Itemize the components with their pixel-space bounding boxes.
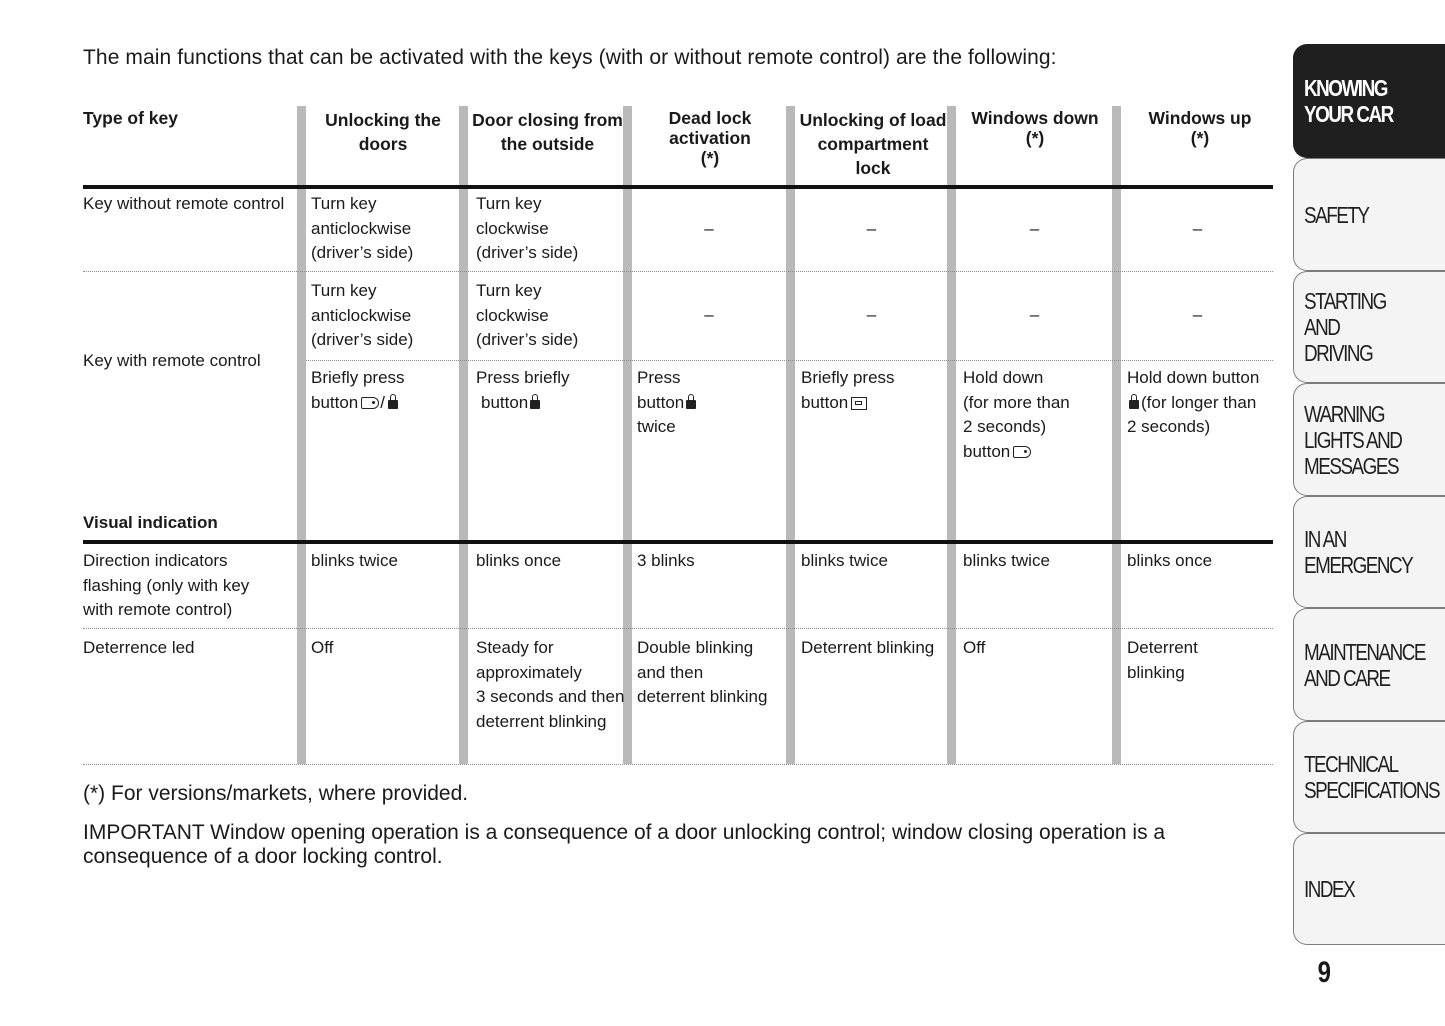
cell-direction-dead-lock: 3 blinks bbox=[637, 551, 695, 570]
header-windows-down-label: Windows down bbox=[971, 108, 1099, 128]
cell-with-remote-button-closing bbox=[476, 366, 570, 415]
cell-line: Hold down bbox=[963, 368, 1044, 387]
tab-label-line: AND CARE bbox=[1304, 664, 1390, 691]
cell-with-remote-button-win-up bbox=[1127, 366, 1259, 440]
row-divider bbox=[306, 360, 1273, 361]
row-label-with-remote: Key with remote control bbox=[83, 351, 261, 370]
cell-line: anticlockwise bbox=[311, 218, 412, 238]
cell-text: button bbox=[311, 392, 359, 412]
key-unlock-icon bbox=[1013, 446, 1031, 458]
cell-line: twice bbox=[637, 417, 676, 436]
header-door-closing: Door closing from the outside bbox=[472, 110, 623, 154]
tab-maintenance-and-care[interactable] bbox=[1293, 608, 1445, 721]
intro-text: The main functions that can be activated with the keys (with or without remote control) are the following: bbox=[83, 46, 1057, 69]
tab-label-line: KNOWING bbox=[1304, 75, 1387, 101]
lock-icon bbox=[686, 400, 696, 409]
tab-label-line: INDEX bbox=[1304, 876, 1355, 902]
tab-technical-specifications[interactable] bbox=[1293, 721, 1445, 833]
tab-warning-lights-and-messages[interactable] bbox=[1293, 383, 1445, 496]
tab-safety[interactable] bbox=[1293, 158, 1445, 271]
cell-line: Steady for bbox=[476, 638, 554, 657]
lock-icon bbox=[530, 400, 540, 409]
cell-without-remote-win-down: – bbox=[1029, 219, 1040, 238]
cell-line: 3 seconds and then bbox=[476, 687, 625, 706]
column-separator bbox=[947, 106, 956, 764]
row-divider bbox=[83, 271, 1273, 272]
page-number: 9 bbox=[1317, 956, 1332, 989]
column-separator bbox=[297, 106, 306, 764]
cell-with-remote-key-win-up: – bbox=[1192, 305, 1203, 324]
cell-text: (for longer than bbox=[1141, 392, 1257, 412]
tab-label-line: DRIVING bbox=[1304, 340, 1373, 366]
cell-without-remote-load: – bbox=[866, 219, 877, 238]
key-unlock-icon bbox=[361, 397, 379, 409]
row-label-without-remote: Key without remote control bbox=[83, 194, 285, 213]
tab-label bbox=[1304, 639, 1425, 691]
header-dead-lock-label: Dead lock activation bbox=[668, 108, 752, 148]
cell-line: Press bbox=[637, 368, 681, 387]
tab-label bbox=[1304, 751, 1439, 803]
header-windows-up-label: Windows up bbox=[1148, 108, 1252, 128]
tab-label-line: YOUR CAR bbox=[1304, 101, 1393, 127]
cell-text: / bbox=[380, 392, 385, 412]
tab-label-line: SPECIFICATIONS bbox=[1304, 777, 1440, 803]
cell-led-dead-lock bbox=[637, 636, 767, 710]
tab-label-line: TECHNICAL bbox=[1304, 751, 1398, 777]
row-label-direction-indicators bbox=[83, 549, 298, 623]
cell-line bbox=[476, 391, 570, 416]
cell-line: deterrent blinking bbox=[476, 711, 607, 731]
cell-led-load: Deterrent blinking bbox=[801, 638, 935, 657]
header-dead-lock-note: (*) bbox=[700, 148, 720, 168]
cell-direction-unlocking: blinks twice bbox=[311, 551, 398, 570]
cell-line: clockwise bbox=[476, 218, 549, 238]
cell-direction-win-up: blinks once bbox=[1127, 551, 1213, 570]
cell-led-win-up bbox=[1127, 636, 1198, 685]
cell-line: Deterrent bbox=[1127, 638, 1198, 657]
cell-without-remote-dead-lock: – bbox=[704, 219, 714, 238]
cell-line: Briefly press bbox=[311, 368, 405, 387]
cell-text: button bbox=[801, 392, 849, 412]
tab-label-line: LIGHTS AND bbox=[1304, 426, 1402, 453]
cell-line bbox=[963, 440, 1070, 465]
tab-label-line: STARTING bbox=[1304, 288, 1386, 314]
cell-led-win-down: Off bbox=[963, 638, 986, 657]
boot-icon bbox=[851, 397, 867, 410]
important-note: IMPORTANT Window opening operation is a consequence of a door unlocking control; window closing operation is a consequence of a door locking control. bbox=[83, 821, 1166, 868]
cell-line: deterrent blinking bbox=[637, 687, 768, 706]
cell-direction-closing: blinks once bbox=[476, 551, 562, 570]
header-windows-up bbox=[1125, 108, 1275, 148]
tab-label bbox=[1304, 202, 1369, 228]
cell-line: Turn key bbox=[311, 194, 377, 213]
cell-text: button bbox=[637, 392, 685, 412]
tab-knowing-your-car[interactable] bbox=[1293, 44, 1445, 158]
cell-led-closing bbox=[476, 636, 624, 734]
cell-without-remote-win-up: – bbox=[1192, 219, 1203, 238]
header-rule bbox=[83, 185, 1273, 189]
cell-line: Turn key bbox=[476, 281, 542, 300]
cell-line: Turn key bbox=[476, 194, 542, 213]
header-type-of-key: Type of key bbox=[83, 108, 178, 128]
visual-indication-rule bbox=[83, 540, 1273, 544]
cell-line: with remote control) bbox=[83, 600, 233, 619]
header-windows-down-note: (*) bbox=[1025, 128, 1045, 148]
cell-text: button bbox=[963, 441, 1011, 461]
cell-line: 2 seconds) bbox=[1127, 417, 1211, 436]
cell-without-remote-closing bbox=[476, 192, 578, 266]
header-windows-down bbox=[960, 108, 1110, 148]
tab-label-line: MAINTENANCE bbox=[1304, 638, 1426, 665]
cell-text: button bbox=[481, 392, 529, 412]
row-divider bbox=[83, 764, 1273, 765]
header-windows-up-note: (*) bbox=[1190, 128, 1210, 148]
cell-line bbox=[1127, 391, 1259, 416]
tab-label-line: AND bbox=[1304, 314, 1340, 340]
cell-with-remote-key-dead-lock: – bbox=[704, 305, 714, 324]
cell-line: and then bbox=[637, 662, 704, 682]
cell-without-remote-unlocking bbox=[311, 192, 413, 266]
lock-icon bbox=[388, 400, 398, 409]
cell-line: Briefly press bbox=[801, 368, 895, 387]
tab-label bbox=[1304, 526, 1412, 578]
cell-line: blinking bbox=[1127, 662, 1185, 682]
cell-with-remote-key-closing bbox=[476, 279, 578, 353]
header-unlocking-load: Unlocking of load compartment lock bbox=[799, 110, 947, 178]
cell-line: anticlockwise bbox=[311, 305, 412, 325]
cell-line: (for more than bbox=[963, 392, 1070, 412]
cell-line: Turn key bbox=[311, 281, 377, 300]
column-separator bbox=[1112, 106, 1121, 764]
cell-direction-load: blinks twice bbox=[801, 551, 888, 570]
cell-line: (driver’s side) bbox=[476, 330, 579, 349]
tab-label bbox=[1304, 401, 1401, 479]
tab-label bbox=[1304, 876, 1354, 902]
cell-line bbox=[801, 391, 895, 416]
tab-starting-and-driving[interactable] bbox=[1293, 271, 1445, 383]
cell-with-remote-key-unlocking bbox=[311, 279, 413, 353]
cell-line: (driver’s side) bbox=[311, 330, 414, 349]
header-unlocking-doors: Unlocking the doors bbox=[325, 110, 441, 154]
tab-label bbox=[1304, 75, 1393, 127]
tab-in-an-emergency[interactable] bbox=[1293, 496, 1445, 608]
cell-direction-win-down: blinks twice bbox=[963, 551, 1050, 570]
cell-with-remote-button-dead-lock bbox=[637, 366, 698, 440]
cell-with-remote-key-load: – bbox=[866, 305, 877, 324]
cell-led-unlocking: Off bbox=[311, 638, 334, 657]
cell-line: (driver’s side) bbox=[476, 243, 579, 262]
cell-line: approximately bbox=[476, 662, 582, 682]
cell-line bbox=[637, 391, 698, 416]
cell-line: 2 seconds) bbox=[963, 417, 1047, 436]
visual-indication-heading: Visual indication bbox=[83, 513, 218, 532]
tab-index[interactable] bbox=[1293, 833, 1445, 945]
tab-label bbox=[1304, 288, 1386, 366]
tab-label-line: EMERGENCY bbox=[1304, 552, 1413, 578]
cell-line: Direction indicators bbox=[83, 551, 228, 570]
cell-line bbox=[311, 391, 405, 416]
cell-with-remote-key-win-down: – bbox=[1029, 305, 1040, 324]
header-dead-lock bbox=[640, 108, 780, 168]
cell-with-remote-button-load bbox=[801, 366, 895, 415]
tab-label-line: SAFETY bbox=[1304, 201, 1369, 228]
column-separator bbox=[459, 106, 468, 764]
cell-with-remote-button-win-down bbox=[963, 366, 1070, 464]
cell-line: clockwise bbox=[476, 305, 549, 325]
cell-line: Hold down button bbox=[1127, 368, 1260, 387]
column-separator bbox=[786, 106, 795, 764]
lock-icon bbox=[1129, 400, 1139, 409]
tab-label-line: MESSAGES bbox=[1304, 452, 1399, 479]
cell-line: flashing (only with key bbox=[83, 575, 250, 595]
cell-line: (driver’s side) bbox=[311, 243, 414, 262]
row-label-deterrence-led: Deterrence led bbox=[83, 638, 195, 657]
row-divider bbox=[83, 628, 1273, 629]
cell-line: Double blinking bbox=[637, 638, 754, 657]
tab-label-line: IN AN bbox=[1304, 526, 1346, 552]
cell-line: Press briefly bbox=[476, 368, 570, 387]
tab-label-line: WARNING bbox=[1304, 400, 1385, 427]
cell-with-remote-button-unlocking bbox=[311, 366, 405, 415]
footnote: (*) For versions/markets, where provided. bbox=[83, 782, 469, 805]
